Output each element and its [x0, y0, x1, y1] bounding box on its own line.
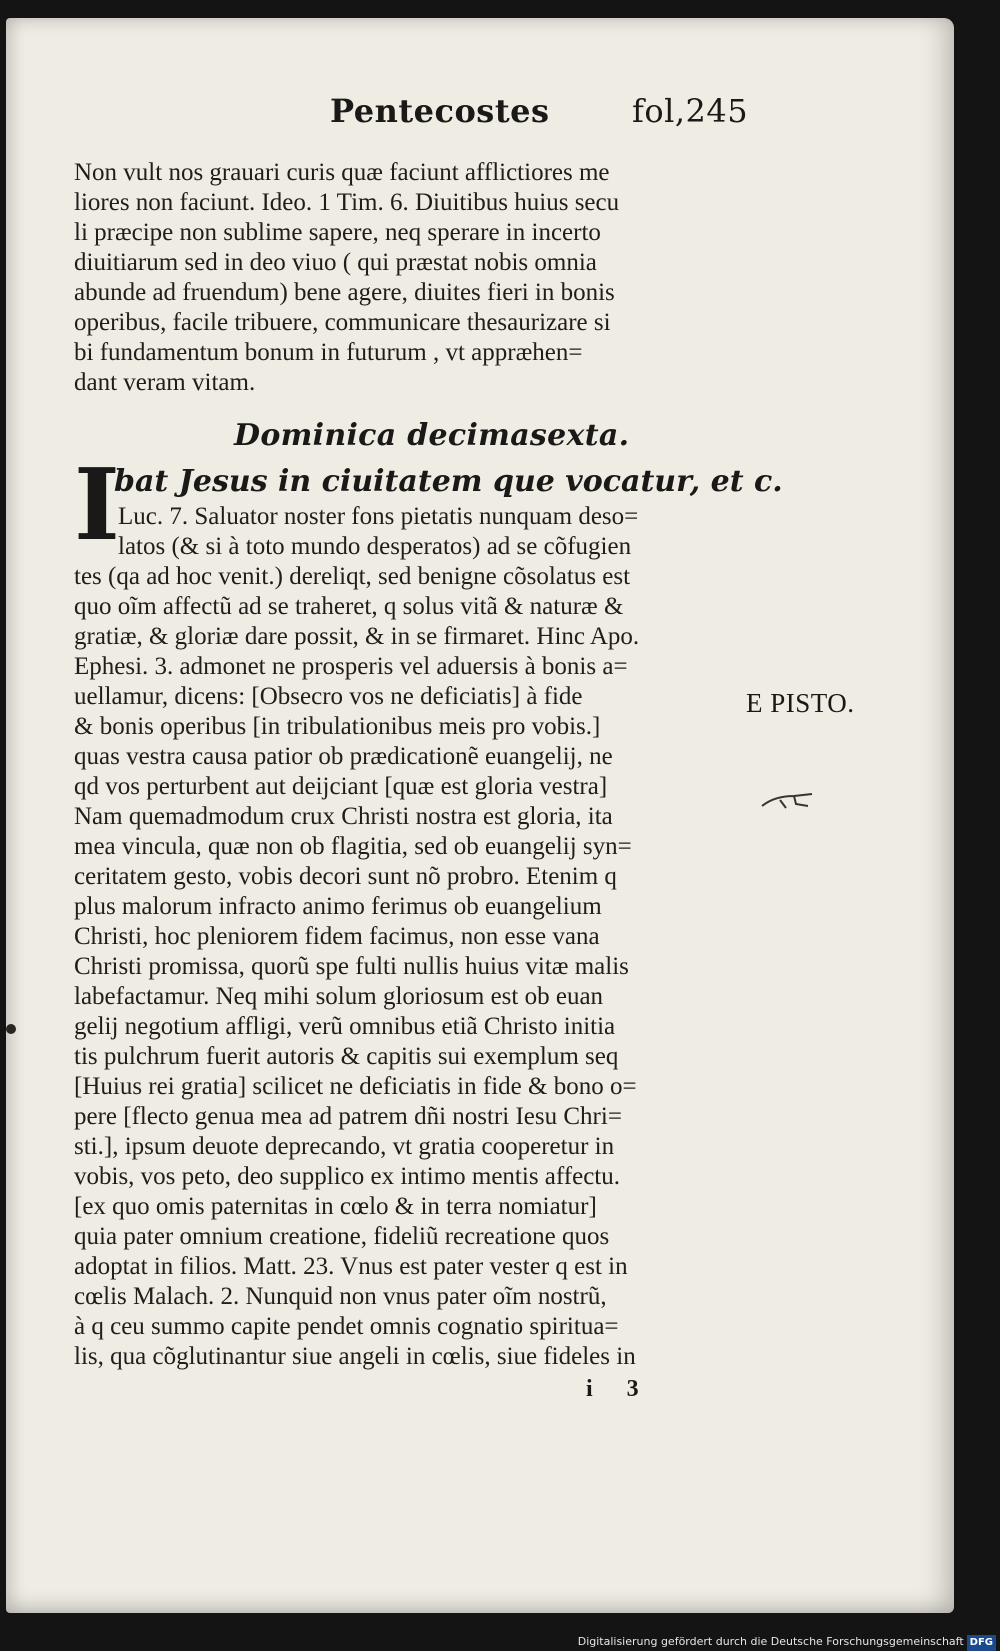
text-line: quas vestra causa patior ob prædicationẽ euangelij, ne — [74, 743, 613, 770]
passage-top — [74, 158, 734, 398]
digitization-footer — [578, 1634, 996, 1650]
text-line: [ex quo omis paternitas in cœlo & in terra nomiatur] — [74, 1193, 597, 1220]
footer-text: Digitalisierung gefördert durch die Deutsche Forschungsgemeinschaft — [577, 1635, 964, 1648]
running-title: Pentecostes — [330, 92, 550, 130]
text-line: lis, qua cõglutinantur siue angeli in cœlis, siue fideles in — [74, 1343, 636, 1370]
text-line: pere [flecto genua mea ad patrem dñi nostri Iesu Chri= — [74, 1103, 622, 1130]
text-line: labefactamur. Neq mihi solum gloriosum est ob euan — [74, 983, 604, 1010]
signature-mark: i 3 — [586, 1376, 653, 1402]
text-line: quia pater omnium creatione, fideliũ recreatione quos — [74, 1223, 610, 1250]
text-line: Nam quemadmodum crux Christi nostra est gloria, ita — [74, 803, 613, 830]
text-line: plus malorum infracto animo ferimus ob euangelium — [74, 893, 602, 920]
dfg-badge: DFG — [967, 1635, 996, 1651]
text-line: li præcipe non sublime sapere, neq sperare in incerto — [74, 219, 601, 246]
text-line: dant veram vitam. — [74, 369, 256, 396]
ink-blot — [6, 1024, 16, 1034]
text-line: Ephesi. 3. admonet ne prosperis vel aduersis à bonis a= — [74, 653, 628, 680]
folio-number: fol,245 — [632, 92, 749, 130]
text-line: liores non faciunt. Ideo. 1 Tim. 6. Diuitibus huius secu — [74, 189, 620, 216]
text-line: à q ceu summo capite pendet omnis cognatio spiritua= — [74, 1313, 619, 1340]
pointing-hand-icon — [760, 784, 820, 814]
text-line: tes (qa ad hoc venit.) dereliqt, sed benigne cõsolatus est — [74, 563, 631, 590]
text-line: & bonis operibus [in tribulationibus meis pro vobis.] — [74, 713, 601, 740]
text-line: diuitiarum sed in deo viuo ( qui præstat nobis omnia — [74, 249, 597, 276]
drop-capital: I — [74, 448, 120, 563]
text-line: mea vincula, quæ non ob flagitia, sed ob euangelij syn= — [74, 833, 632, 860]
text-line: tis pulchrum fuerit autoris & capitis sui exemplum seq — [74, 1043, 619, 1070]
text-line: sti.], ipsum deuote deprecando, vt gratia cooperetur in — [74, 1133, 615, 1160]
text-line: quo oĩm affectũ ad se traheret, q solus vitã & naturæ & — [74, 593, 624, 620]
text-line: cœlis Malach. 2. Nunquid non vnus pater oĩm nostrũ, — [74, 1283, 607, 1310]
text-line: gratiæ, & gloriæ dare possit, & in se firmaret. Hinc Apo. — [74, 623, 640, 650]
text-line: Luc. 7. Saluator noster fons pietatis nunquam deso= — [118, 503, 639, 530]
text-line: Non vult nos grauari curis quæ faciunt afflictiores me — [74, 159, 610, 186]
text-line: uellamur, dicens: [Obsecro vos ne deficiatis] à fide — [74, 683, 583, 710]
text-line: qd vos perturbent aut deijciant [quæ est gloria vestra] — [74, 773, 608, 800]
text-line: Christi promissa, quorũ spe fulti nullis huius vitæ malis — [74, 953, 629, 980]
text-line: Christi, hoc pleniorem fidem facimus, non esse vana — [74, 923, 600, 950]
text-line: adoptat in filios. Matt. 23. Vnus est pater vester q est in — [74, 1253, 628, 1280]
text-line: bi fundamentum bonum in futurum , vt appræhen= — [74, 339, 583, 366]
text-line: ceritatem gesto, vobis decori sunt nõ probro. Etenim q — [74, 863, 617, 890]
text-line: latos (& si à toto mundo desperatos) ad se cõfugien — [118, 533, 632, 560]
margin-note: E PISTO. — [746, 688, 855, 718]
incipit-line: bat Jesus in ciuitatem que vocatur, et c. — [114, 464, 783, 499]
passage-main — [74, 502, 734, 1372]
text-line: vobis, vos peto, deo supplico ex intimo mentis affectu. — [74, 1163, 620, 1190]
text-line: abunde ad fruendum) bene agere, diuites fieri in bonis — [74, 279, 615, 306]
section-title: Dominica decimasexta. — [234, 418, 630, 453]
text-line: gelij negotium affligi, verũ omnibus etiã Christo initia — [74, 1013, 616, 1040]
text-line: operibus, facile tribuere, communicare thesaurizare si — [74, 309, 611, 336]
text-line: [Huius rei gratia] scilicet ne deficiatis in fide & bono o= — [74, 1073, 637, 1100]
